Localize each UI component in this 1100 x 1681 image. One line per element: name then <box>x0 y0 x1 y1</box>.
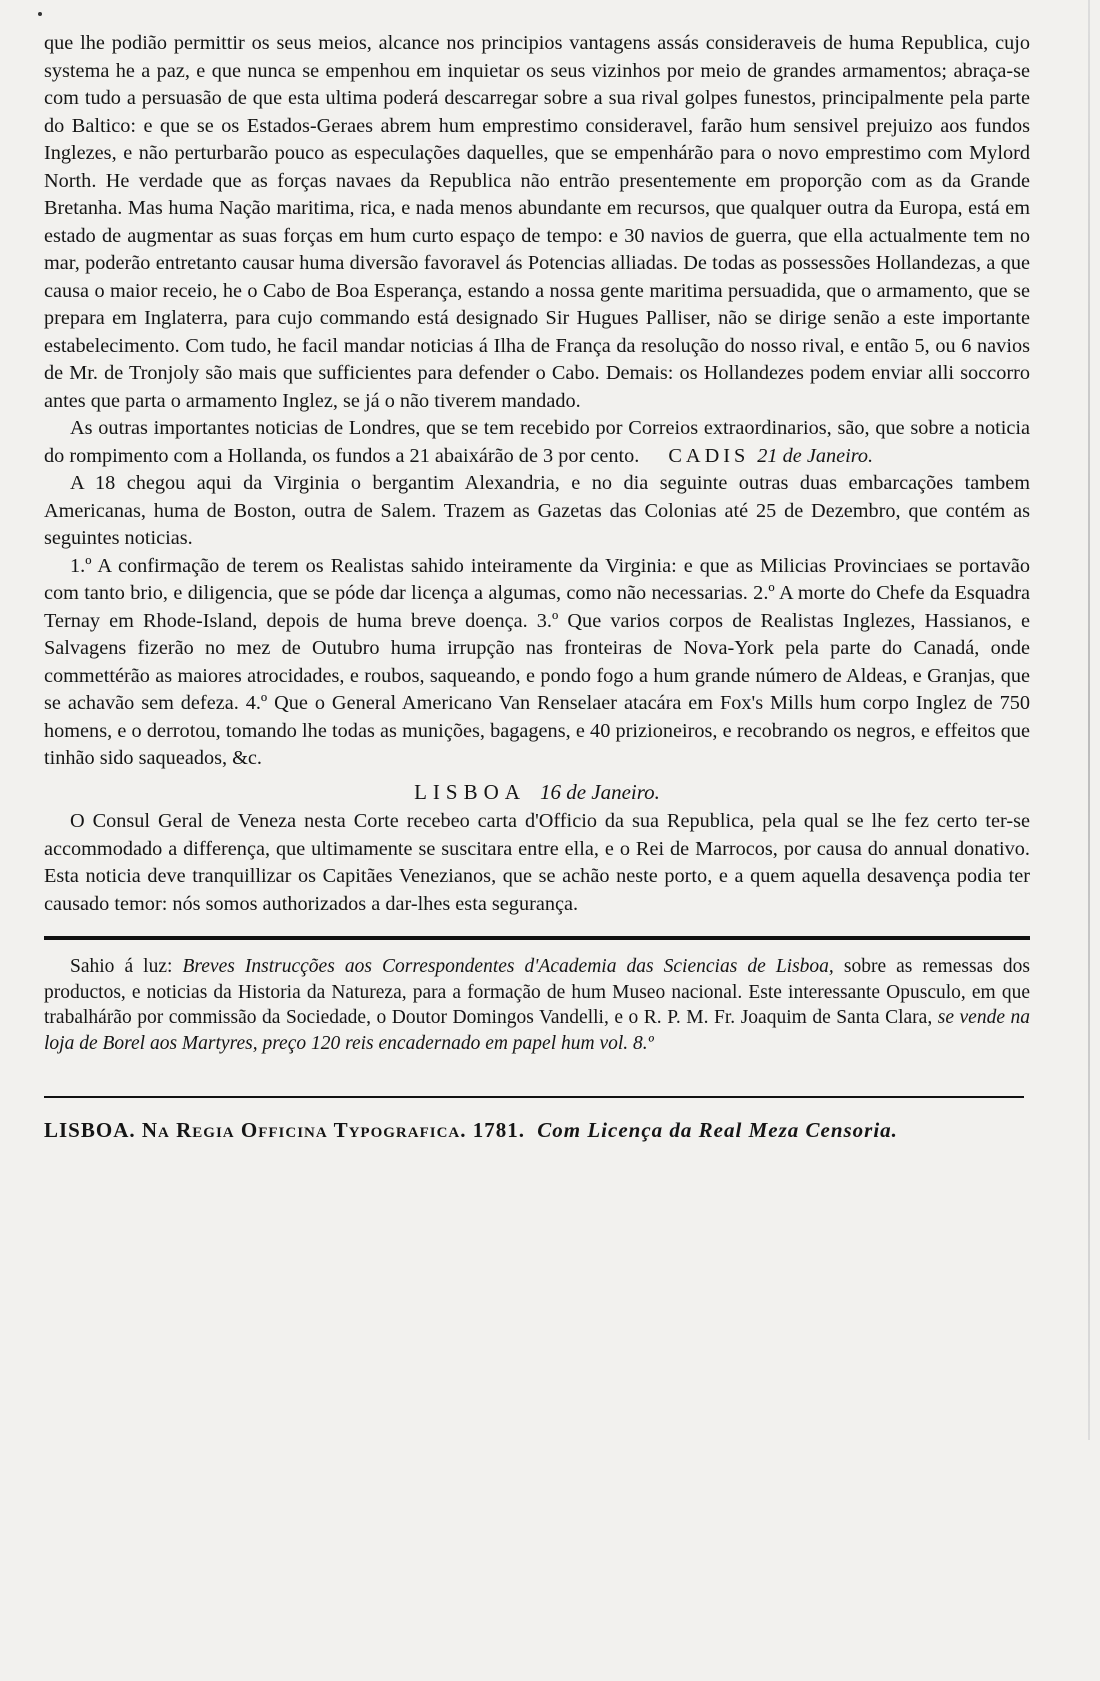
cadis-heading-date: 21 de Janeiro. <box>757 444 874 467</box>
publication-notice <box>44 954 1030 1056</box>
imprint-year: 1781. <box>472 1118 526 1142</box>
imprint-city: LISBOA. <box>44 1118 136 1142</box>
imprint-press: Na Regia Officina Typografica. <box>141 1118 467 1142</box>
lisboa-heading <box>44 779 1030 807</box>
margin-mark <box>38 12 42 16</box>
lisboa-heading-city: LISBOA <box>414 779 526 804</box>
page-edge-shadow <box>1088 0 1090 1440</box>
imprint-line <box>44 1118 1030 1143</box>
notice-intro: Sahio á luz: <box>70 956 173 977</box>
paragraph-virginia-arrival: A 18 chegou aqui da Virginia o bergantim Alexandria, e no dia seguinte outras duas embarcações tambem Americanas, huma de Boston, outra de Salem. Trazem as Gazetas das Colonias até 25 de Dezembro, que contém as seguintes noticias. <box>44 472 1030 549</box>
paragraph-london-news <box>44 415 1030 470</box>
article-body <box>44 30 1030 918</box>
imprint-divider <box>44 1096 1024 1098</box>
london-news-text: As outras importantes noticias de Londres, que se tem recebido por Correios extraordinarios, são, que sobre a noticia do rompimento com a Hollanda, os fundos a 21 abaixárão de 3 por cento. <box>44 417 1030 467</box>
notice-sale-info: se vende na loja de Borel aos Martyres, preço 120 reis encadernado em papel hum vol. 8.º <box>44 1007 1030 1054</box>
cadis-heading <box>668 445 873 467</box>
notice-text: sobre as remessas dos productos, e noticias da Historia da Natureza, para a formação de hum Museo nacional. Este interessante Opusculo, em que trabalhárão por commissão da Sociedade, o Doutor Domingos Vandelli, e o R. P. M. Fr. Joaquim de Santa Clara, <box>44 956 1030 1028</box>
paragraph-venice-consul: O Consul Geral de Veneza nesta Corte recebeo carta d'Officio da sua Republica, pela qual se lhe fez certo ter-se accommodado a differença, que ultimamente se suscitara entre ella, e o Rei de Marrocos, por causa do annual donativo. Esta noticia deve tranquillizar os Capitães Venezianos, que se achão neste porto, e a quem aquella desavença podia ter causado temor: nós somos authorizados a dar-lhes esta segurança. <box>44 810 1030 915</box>
paragraph-colonies-news: 1.º A confirmação de terem os Realistas sahido inteiramente da Virginia: e que as Milicias Provinciaes se portavão com tanto brio, e diligencia, que se póde dar licença a algumas, como não necessarias. 2.º A morte do Chefe da Esquadra Ternay em Rhode-Island, depois de huma breve doença. 3.º Que varios corpos de Realistas Inglezes, Hassianos, e Salvagens fizerão no mez de Outubro huma irrupção nas fronteiras de Nova-York pela parte do Canadá, onde commettérão as maiores atrocidades, e roubos, saqueando, e pondo fogo a hum grande número de Aldeas, e Granjas, que se achavão sem defeza. 4.º Que o General Americano Van Renselaer atacára em Fox's Mills hum corpo Inglez de 750 homens, e o derrotou, tomando lhe todas as munições, bagagens, e 40 prizioneiros, e recobrando os negros, e effeitos que tinhão sido saqueados, &c. <box>44 554 1030 769</box>
cadis-heading-city: CADIS <box>668 444 750 467</box>
lisboa-heading-date: 16 de Janeiro. <box>539 779 660 804</box>
imprint-license: Com Licença da Real Meza Censoria. <box>537 1118 898 1142</box>
notice-title: Breves Instrucções aos Correspondentes d'Academia das Sciencias de Lisboa, <box>182 956 834 977</box>
section-divider <box>44 936 1030 940</box>
paragraph-hollanda-news: que lhe podião permittir os seus meios, alcance nos principios vantagens assás consideraveis de huma Republica, cujo systema he a paz, e que nunca se empenhou em inquietar os seus vizinhos por meio de grandes armamentos; abraça-se com tudo a persuasão de que esta ultima poderá descarregar sobre a sua rival golpes funestos, principalmente pela parte do Baltico: e que se os Estados-Geraes abrem hum emprestimo consideravel, farão hum sensivel prejuizo aos fundos Inglezes, e não perturbarão pouco as especulações daquelles, que se empenhárão para o novo emprestimo com Mylord North. He verdade que as forças navaes da Republica não entrão presentemente em proporção com as da Grande Bretanha. Mas huma Nação maritima, rica, e nada menos abundante em recursos, que qualquer outra da Europa, está em estado de augmentar as suas forças em hum curto espaço de tempo: e 30 navios de guerra, que ella actualmente tem no mar, poderão entretanto causar huma diversão favoravel ás Potencias alliadas. De todas as possessões Hollandezas, a que causa o maior receio, he o Cabo de Boa Esperança, estando a nossa gente maritima persuadida, que o armamento, que se prepara em Inglaterra, para cujo commando está designado Sir Hugues Palliser, não se dirige senão a este importante estabelecimento. Com tudo, he facil mandar noticias á Ilha de França da resolução do nosso rival, e então 5, ou 6 navios de Mr. de Tronjoly são mais que sufficientes para defender o Cabo. Demais: os Hollandezes podem enviar alli soccorro antes que parta o armamento Inglez, se já o não tiverem mandado. <box>44 32 1030 412</box>
